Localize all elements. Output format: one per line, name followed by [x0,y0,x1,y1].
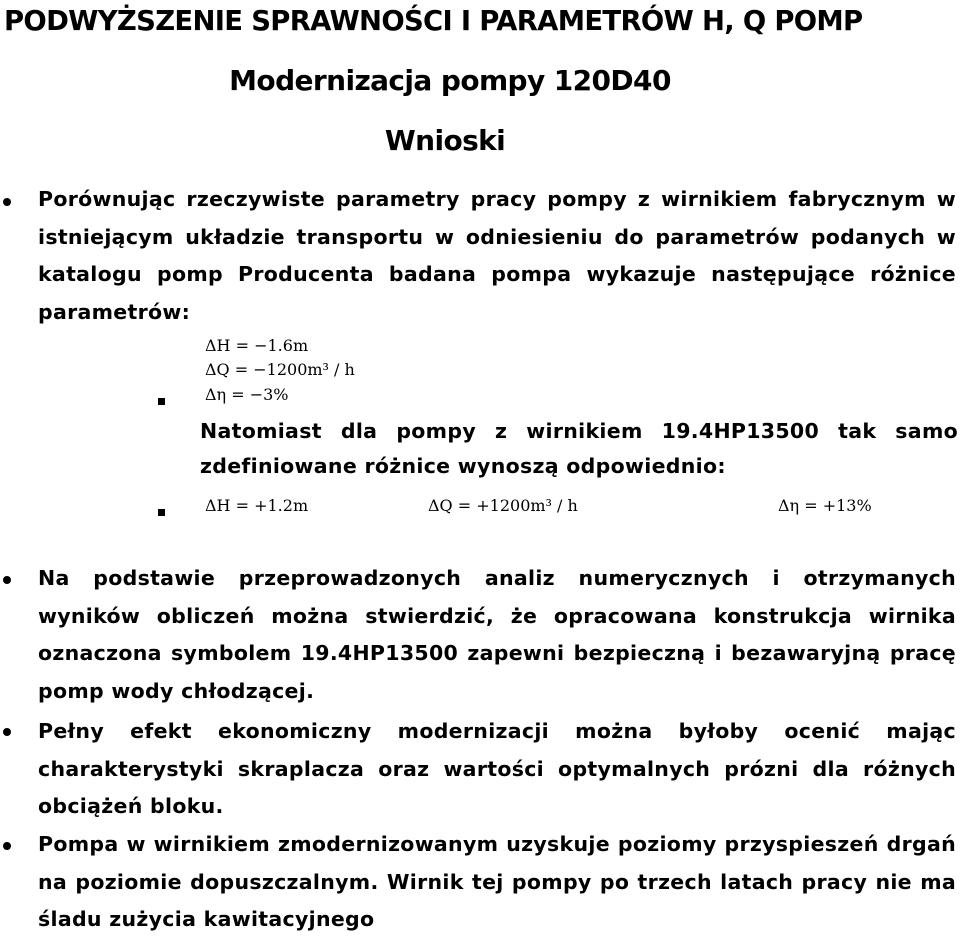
section-heading: Wnioski [384,124,506,157]
bullet-text-vibration: Pompa w wirnikiem zmodernizowanym uzyskuje poziomy przyspieszeń drgań na poziomie dopuszczalnym. Wirnik tej pompy po trzech latach pracy nie ma śladu zużycia kawitacyjnego [38,832,956,931]
sub-text-new-impeller: Natomiast dla pompy z wirnikiem 19.4HP13500 tak samo zdefiniowane różnice wynoszą odpowiednio: [200,419,958,478]
formula-delta-h-factory: ΔH = −1.6m [205,336,309,355]
slide-subtitle: Modernizacja pompy 120D40 [229,64,671,97]
bullet-dot [3,198,11,206]
slide-title: PODWYŻSZENIE SPRAWNOŚCI I PARAMETRÓW H, Q POMP [4,4,863,37]
bullet-dot [3,576,11,584]
bullet-text-conclusion: Na podstawie przeprowadzonych analiz numerycznych i otrzymanych wyników obliczeń można stwierdzić, że opracowana konstrukcja wirnika oznaczona symbolem 19.4HP13500 zapewni bezpieczną i bezawaryjną pracę pomp wody chłodzącej. [38,566,956,703]
bullet-dot [3,728,11,736]
bullet-text-economic: Pełny efekt ekonomiczny modernizacji można byłoby ocenić mając charakterystyki skraplacza oraz wartości optymalnych prózni dla różnych obciążeń bloku. [38,719,956,818]
formula-delta-eta-new: Δη = +13% [778,496,872,515]
formula-delta-eta-factory: Δη = −3% [205,385,289,404]
formula-delta-q-new: ΔQ = +1200m³ / h [428,496,578,515]
bullet-dot [3,842,11,850]
square-bullet [158,398,165,405]
square-bullet [158,509,165,516]
formula-delta-h-new: ΔH = +1.2m [205,496,309,515]
formula-delta-q-factory: ΔQ = −1200m³ / h [205,360,355,379]
bullet-text-comparison: Porównując rzeczywiste parametry pracy pompy z wirnikiem fabrycznym w istniejącym układzie transportu w odniesieniu do parametrów podanych w katalogu pomp Producenta badana pompa wykazuje następujące różnice parametrów: [38,187,956,324]
